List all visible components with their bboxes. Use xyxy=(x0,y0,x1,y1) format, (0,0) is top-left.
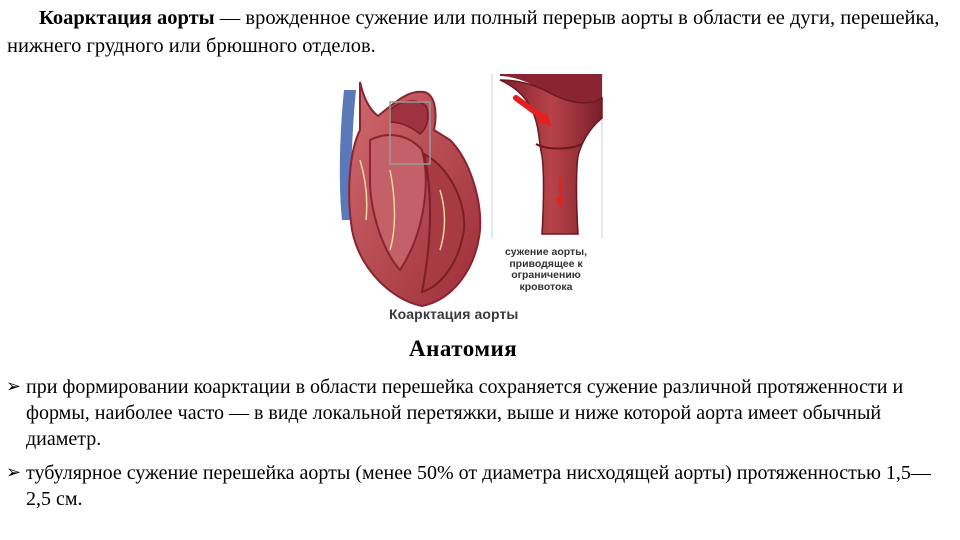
figure-caption: Коарктация аорты xyxy=(389,306,519,322)
heart-shape xyxy=(340,82,480,306)
intro-definition: — врожденное сужение или полный перерыв аорты в области ее дуги, перешейка, нижнего грудного или брюшного отделов. xyxy=(7,7,940,57)
list-item-text: при формировании коарктации в области перешейка сохраняется сужение различной протяженности и формы, наиболее часто — в виде локальной перетяжки, выше и ниже которой аорта имеет обычный диаметр. xyxy=(26,376,904,450)
list-item xyxy=(6,374,936,452)
arrow-bullet-icon: ➢ xyxy=(6,376,22,397)
list-item-text: тубулярное сужение перешейка аорты (менее 50% от диаметра нисходящей аорты) протяженностью 1,5—2,5 см. xyxy=(26,462,931,510)
bullet-list xyxy=(6,374,936,520)
intro-paragraph xyxy=(7,4,947,60)
list-item xyxy=(6,460,936,512)
section-heading: Анатомия xyxy=(409,336,518,361)
aorta-zoom-panel xyxy=(492,74,602,238)
intro-term: Коарктация аорты xyxy=(39,7,215,29)
arrow-bullet-icon: ➢ xyxy=(6,462,22,483)
coarctation-callout-label: сужение аорты, приводящее к ограничению кровотока xyxy=(504,246,588,293)
